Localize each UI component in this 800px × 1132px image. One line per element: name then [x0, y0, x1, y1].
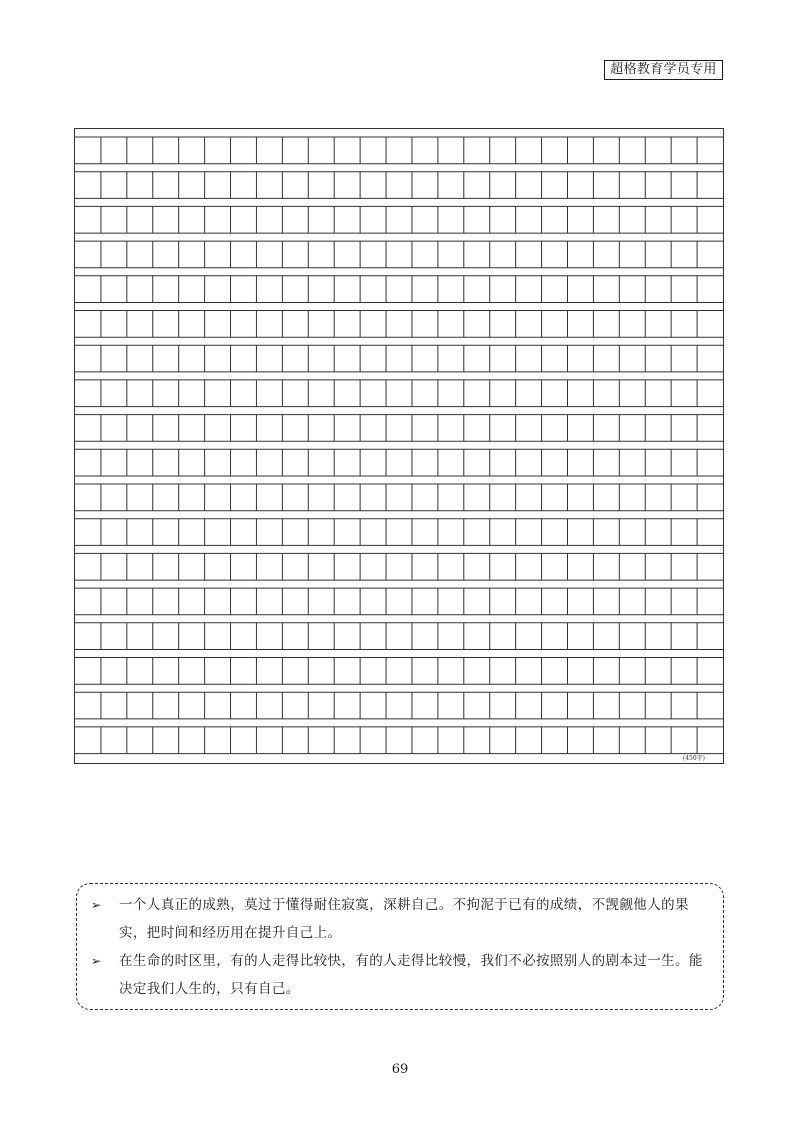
quote-text-1: 一个人真正的成熟，莫过于懂得耐住寂寞，深耕自己。不拘泥于已有的成绩，不觊觎他人的果实，把时间和经历用在提升自己上。: [119, 897, 689, 941]
header-tag: 超格教育学员专用: [604, 60, 723, 80]
quote-item-1: [91, 891, 711, 947]
quote-text-2: 在生命的时区里，有的人走得比较快，有的人走得比较慢，我们不必按照别人的剧本过一生。能决定我们人生的，只有自己。: [119, 953, 703, 997]
page-number: 69: [391, 1062, 409, 1077]
writing-grid: [74, 128, 724, 764]
arrow-bullet-icon: ➢: [91, 954, 102, 968]
word-count-label: (450字): [682, 755, 705, 762]
quote-box: [76, 883, 724, 1010]
grid-lines: [75, 129, 723, 763]
quote-item-2: [91, 947, 711, 1003]
arrow-bullet-icon: ➢: [91, 898, 102, 912]
